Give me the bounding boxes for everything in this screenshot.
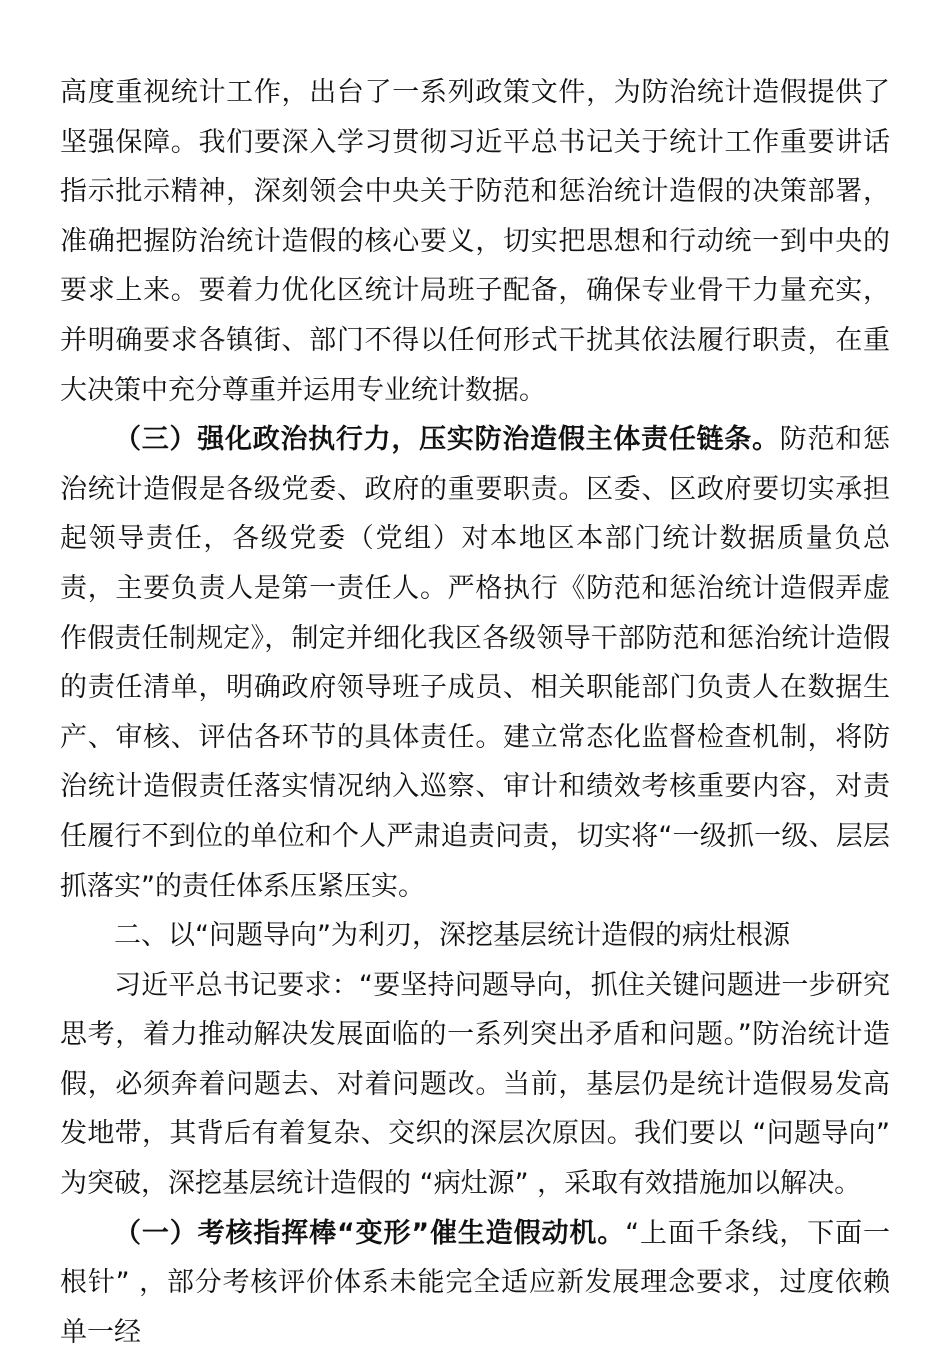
paragraph-2 bbox=[60, 415, 890, 911]
paragraph-4-text: 习近平总书记要求：“要坚持问题导向，抓住关键问题进一步研究思考，着力推动解决发展面临的一系列突出矛盾和问题。”防治统计造假，必须奔着问题去、对着问题改。当前，基层仍是统计造假易发高发地带，其背后有着复杂、交织的深层次原因。我们要以 “问题导向” 为突破，深挖基层统计造假的 “病灶源” ，采取有效措施加以解决。 bbox=[60, 969, 890, 1200]
paragraph-5 bbox=[60, 1209, 890, 1357]
document-page bbox=[60, 68, 890, 1357]
paragraph-1-text: 高度重视统计工作，出台了一系列政策文件，为防治统计造假提供了坚强保障。我们要深入学习贯彻习近平总书记关于统计工作重要讲话指示批示精神，深刻领会中央关于防范和惩治统计造假的决策部署，准确把握防治统计造假的核心要义，切实把思想和行动统一到中央的要求上来。要着力优化区统计局班子配备，确保专业骨干力量充实，并明确要求各镇街、部门不得以任何形式干扰其依法履行职责，在重大决策中充分尊重并运用专业统计数据。 bbox=[60, 77, 890, 406]
paragraph-1 bbox=[60, 68, 890, 415]
paragraph-2-text: 防范和惩治统计造假是各级党委、政府的重要职责。区委、区政府要切实承担起领导责任，各级党委（党组）对本地区本部门统计数据质量负总责，主要负责人是第一责任人。严格执行《防范和惩治统计造假弄虚作假责任制规定》，制定并细化我区各级领导干部防范和惩治统计造假的责任清单，明确政府领导班子成员、相关职能部门负责人在数据生产、审核、评估各环节的具体责任。建立常态化监督检查机制，将防治统计造假责任落实情况纳入巡察、审计和绩效考核重要内容，对责任履行不到位的单位和个人严肃追责问责，切实将“一级抓一级、层层抓落实”的责任体系压紧压实。 bbox=[60, 424, 891, 902]
section-heading bbox=[60, 911, 890, 961]
paragraph-4 bbox=[60, 961, 890, 1209]
paragraph-5-text: “上面千条线，下面一根针” ，部分考核评价体系未能完全适应新发展理念要求，过度依赖单一经 bbox=[60, 1217, 890, 1348]
paragraph-5-heading: （一）考核指挥棒“变形”催生造假动机。 bbox=[114, 1217, 626, 1249]
paragraph-2-heading: （三）强化政治执行力，压实防治造假主体责任链条。 bbox=[114, 424, 780, 456]
section-heading-text: 二、以“问题导向”为利刃，深挖基层统计造假的病灶根源 bbox=[114, 920, 790, 952]
